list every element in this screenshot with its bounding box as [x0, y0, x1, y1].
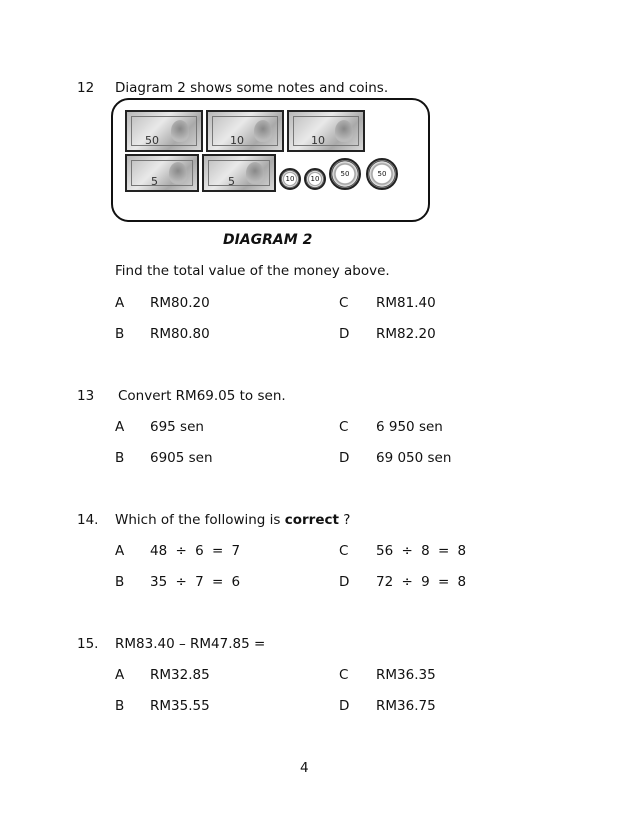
q14-option-c-letter: C — [339, 543, 349, 559]
q13-option-d-letter: D — [339, 450, 350, 466]
q14-option-c-text: 56 ÷ 8 = 8 — [376, 543, 467, 559]
q14-option-d-text: 72 ÷ 9 = 8 — [376, 574, 467, 590]
q13-number: 13 — [77, 388, 95, 404]
q13-option-d-text: 69 050 sen — [376, 450, 452, 466]
q14-question: Which of the following is correct ? — [115, 512, 351, 528]
coin-50-sen: 50 — [329, 158, 361, 190]
page-number: 4 — [300, 760, 309, 776]
q13-option-a-letter: A — [115, 419, 125, 435]
q12-number: 12 — [77, 80, 95, 96]
q12-option-b-letter: B — [115, 326, 125, 342]
q14-number: 14. — [77, 512, 99, 528]
q12-option-c-text: RM81.40 — [376, 295, 436, 311]
q15-option-a-text: RM32.85 — [150, 667, 210, 683]
q14-option-b-letter: B — [115, 574, 125, 590]
q14-option-b-text: 35 ÷ 7 = 6 — [150, 574, 241, 590]
q15-option-b-text: RM35.55 — [150, 698, 210, 714]
coin-10-sen: 10 — [304, 168, 326, 190]
q12-option-c-letter: C — [339, 295, 349, 311]
q12-option-d-text: RM82.20 — [376, 326, 436, 342]
banknote-5: 5 — [125, 154, 199, 192]
q12-prompt: Find the total value of the money above. — [115, 263, 390, 279]
q15-option-c-letter: C — [339, 667, 349, 683]
banknote-50: 50 — [125, 110, 203, 152]
q14-option-d-letter: D — [339, 574, 350, 590]
q12-option-d-letter: D — [339, 326, 350, 342]
q15-option-d-text: RM36.75 — [376, 698, 436, 714]
coin-10-sen: 10 — [279, 168, 301, 190]
q15-question: RM83.40 – RM47.85 = — [115, 636, 266, 652]
q13-option-c-text: 6 950 sen — [376, 419, 443, 435]
q13-option-b-letter: B — [115, 450, 125, 466]
q12-option-b-text: RM80.80 — [150, 326, 210, 342]
banknote-5: 5 — [202, 154, 276, 192]
q15-option-c-text: RM36.35 — [376, 667, 436, 683]
banknote-10: 10 — [287, 110, 365, 152]
q13-option-a-text: 695 sen — [150, 419, 204, 435]
q13-option-c-letter: C — [339, 419, 349, 435]
coin-50-sen: 50 — [366, 158, 398, 190]
q15-number: 15. — [77, 636, 99, 652]
q14-question-emphasis: correct — [284, 512, 339, 528]
q14-option-a-letter: A — [115, 543, 125, 559]
diagram-caption: DIAGRAM 2 — [223, 232, 313, 248]
q13-option-b-text: 6905 sen — [150, 450, 213, 466]
q13-question: Convert RM69.05 to sen. — [118, 388, 286, 404]
diagram-2-frame — [111, 98, 430, 222]
q12-question: Diagram 2 shows some notes and coins. — [115, 80, 389, 96]
q12-option-a-text: RM80.20 — [150, 295, 210, 311]
q12-option-a-letter: A — [115, 295, 125, 311]
q15-option-b-letter: B — [115, 698, 125, 714]
q15-option-d-letter: D — [339, 698, 350, 714]
q14-option-a-text: 48 ÷ 6 = 7 — [150, 543, 241, 559]
q15-option-a-letter: A — [115, 667, 125, 683]
banknote-10: 10 — [206, 110, 284, 152]
